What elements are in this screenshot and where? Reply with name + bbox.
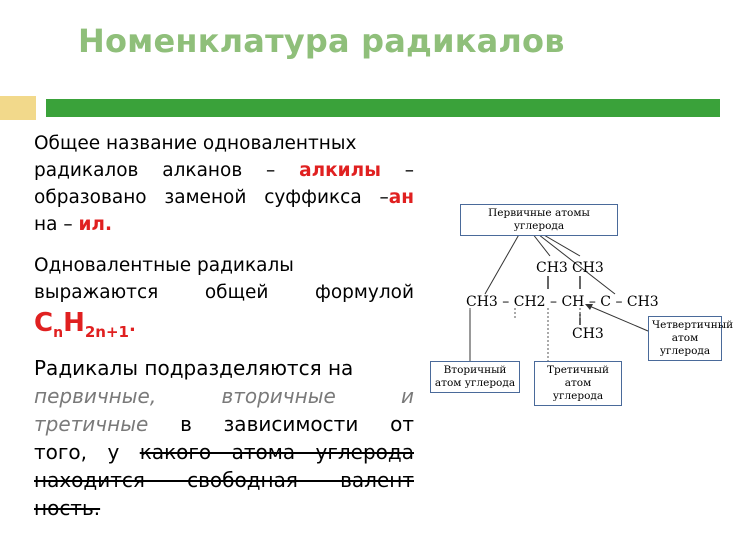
label-primary-carbons: Первичные атомы углерода — [460, 204, 618, 236]
line: Одновалентные радикалы — [34, 255, 294, 276]
slide-title: Номенклатура радикалов — [78, 22, 565, 60]
term-alkyly: алкилы — [299, 160, 381, 181]
line: радикалов алканов – алкилы – — [34, 160, 414, 181]
line: ность. — [34, 496, 101, 520]
paragraph-radical-types — [34, 354, 414, 522]
ch3-top-1: CH3 — [536, 260, 568, 276]
paragraph-general-formula — [34, 252, 414, 306]
label-quaternary-carbon: Четвертичный атом углерода — [648, 316, 722, 361]
line: того, у какого атома углерода — [34, 440, 414, 464]
line: первичные, вторичные и — [34, 384, 415, 408]
main-chain: CH3 – CH2 – CH – C – CH3 — [466, 294, 659, 310]
line: Радикалы подразделяются на — [34, 356, 354, 380]
decor-bar-green — [46, 99, 720, 117]
line: третичные в зависимости от — [34, 412, 414, 436]
paragraph-alkyl-definition — [34, 130, 414, 238]
decor-bar-yellow — [0, 96, 36, 120]
suffix-il: ил. — [78, 214, 112, 235]
label-secondary-carbon: Вторичный атом углерода — [430, 361, 520, 393]
line: образовано заменой суффикса –ан — [34, 187, 414, 208]
ch3-bottom: CH3 — [572, 326, 604, 342]
carbon-atoms-diagram — [430, 198, 733, 408]
ch3-top-2: CH3 — [572, 260, 604, 276]
general-formula: $C_nH_{2n+1}$. — [34, 308, 136, 342]
line: выражаются общей формулой — [34, 282, 414, 303]
line: находится свободная валент — [34, 468, 414, 492]
suffix-an: ан — [388, 187, 414, 208]
label-tertiary-carbon: Третичный атом углерода — [534, 361, 622, 406]
line: на – ил. — [34, 214, 112, 235]
line: Общее название одновалентных — [34, 133, 357, 154]
